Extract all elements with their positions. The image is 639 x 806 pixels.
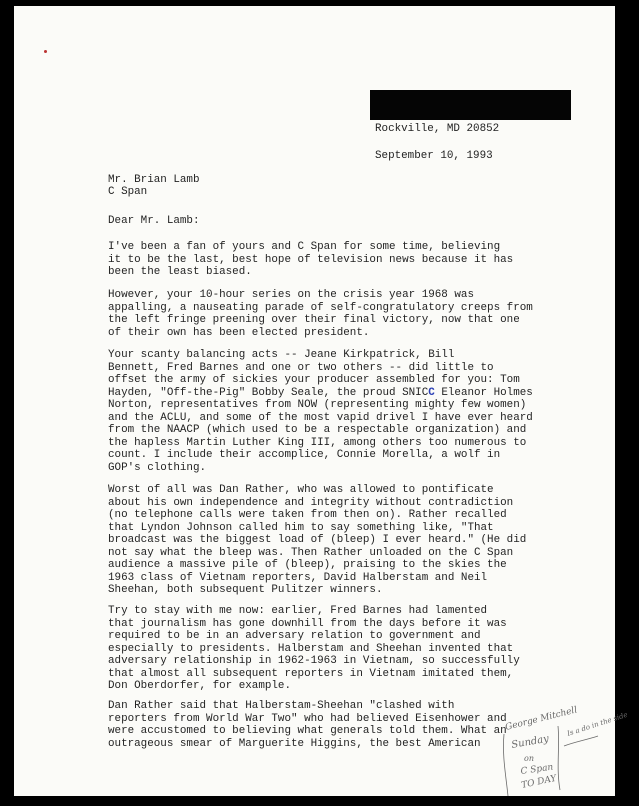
text-line: been the least biased. bbox=[108, 266, 252, 278]
text-line: Sheehan, both subsequent Pulitzer winners. bbox=[108, 584, 383, 596]
paragraph-2 bbox=[108, 289, 533, 339]
salutation: Dear Mr. Lamb: bbox=[108, 215, 200, 227]
recipient-org: C Span bbox=[108, 186, 148, 198]
text-line: reporters from World War Two" who had believed Eisenhower and bbox=[108, 712, 507, 725]
text-line: were accustomed to believing what generals told them. What an bbox=[108, 725, 507, 737]
paragraph-4 bbox=[108, 484, 526, 597]
text-line: audience a massive pile of (bleep), praising to the skies the bbox=[108, 559, 507, 571]
text-line: required to be in an adversary relation to government and bbox=[108, 630, 481, 642]
paragraph-1 bbox=[108, 241, 513, 279]
text-line: adversary relationship in 1962-1963 in Vietnam, so successfully bbox=[108, 655, 520, 667]
text-line: GOP's clothing. bbox=[108, 461, 207, 474]
text-line: of their own has been elected president. bbox=[108, 326, 370, 339]
text-line: the hapless Martin Luther King III, among others too numerous to bbox=[108, 436, 527, 449]
text-line: that Lyndon Johnson called him to say something like, "That bbox=[108, 521, 494, 534]
letter-page bbox=[14, 6, 629, 796]
text-line: broadcast was the biggest load of (bleep) I ever heard." (He did bbox=[108, 534, 527, 546]
text-line: Bennett, Fred Barnes and one or two others -- did little to bbox=[108, 361, 494, 374]
handwritten-note bbox=[494, 706, 639, 801]
text-line: 1963 class of Vietnam reporters, David Halberstam and Neil bbox=[108, 571, 488, 584]
handwriting-graphic bbox=[494, 706, 639, 801]
text-line: Worst of all was Dan Rather, who was allowed to pontificate bbox=[108, 484, 494, 496]
paragraph-6 bbox=[108, 700, 507, 750]
note-side: Is a do in the side bbox=[566, 710, 629, 738]
text-line: Dan Rather said that Halberstam-Sheehan "clashed with bbox=[108, 700, 455, 712]
text-line: it to be the last, best hope of television news because it has bbox=[108, 253, 514, 266]
note-line-3: on bbox=[524, 754, 534, 763]
note-line-2: Sunday bbox=[510, 733, 550, 751]
text-line: not say what the bleep was. Then Rather unloaded on the C Span bbox=[108, 546, 514, 559]
note-line-4: C Span bbox=[520, 762, 554, 777]
recipient-name: Mr. Brian Lamb bbox=[108, 174, 200, 186]
pen-correction: C bbox=[428, 386, 435, 399]
text-line: about his own independence and integrity without contradiction bbox=[108, 496, 514, 509]
text-line: Your scanty balancing acts -- Jeane Kirkpatrick, Bill bbox=[108, 349, 455, 361]
redacted-block bbox=[370, 90, 571, 120]
text-line: the left fringe preening over their final victory, now that one bbox=[108, 314, 520, 326]
note-line-5: TO DAY bbox=[520, 773, 558, 791]
pencil-bracket-left bbox=[503, 734, 508, 796]
text-line: and the ACLU, and some of the most vapid drivel I have ever heard bbox=[108, 411, 533, 424]
text-line: appalling, a nauseating parade of self-congratulatory creeps from bbox=[108, 301, 533, 314]
text-line: outrageous smear of Marguerite Higgins, the best American bbox=[108, 737, 481, 750]
paragraph-5 bbox=[108, 605, 520, 693]
pencil-bracket-right bbox=[558, 726, 560, 790]
text-line: that journalism has gone downhill from the days before it was bbox=[108, 617, 507, 630]
note-line-1: George Mitchell bbox=[504, 705, 579, 733]
text-line: offset the army of sickies your producer assembled for you: Tom bbox=[108, 374, 520, 386]
text-line: count. I include their accomplice, Connie Morella, a wolf in bbox=[108, 449, 501, 461]
ink-speck bbox=[44, 50, 47, 53]
letter-date: September 10, 1993 bbox=[375, 150, 493, 162]
text-line: I've been a fan of yours and C Span for some time, believing bbox=[108, 241, 501, 253]
paragraph-3 bbox=[108, 349, 533, 474]
text-line: from the NAACP (which used to be a respectable organization) and bbox=[108, 424, 527, 436]
text-line: especially to presidents. Halberstam and Sheehan invented that bbox=[108, 642, 514, 655]
text-line: Norton, representatives from NOW (representing mighty few women) bbox=[108, 399, 527, 411]
text-line: (no telephone calls were taken from then on). Rather recalled bbox=[108, 509, 507, 521]
text-line: Don Oberdorfer, for example. bbox=[108, 680, 291, 692]
text-line: Hayden, "Off-the-Pig" Bobby Seale, the proud SNICC Eleanor Holmes bbox=[108, 386, 533, 399]
sender-address: Rockville, MD 20852 bbox=[375, 123, 500, 135]
text-line: However, your 10-hour series on the crisis year 1968 was bbox=[108, 289, 474, 301]
text-line: that almost all subsequent reporters in Vietnam imitated them, bbox=[108, 667, 514, 680]
text-line: Try to stay with me now: earlier, Fred Barnes had lamented bbox=[108, 605, 488, 617]
